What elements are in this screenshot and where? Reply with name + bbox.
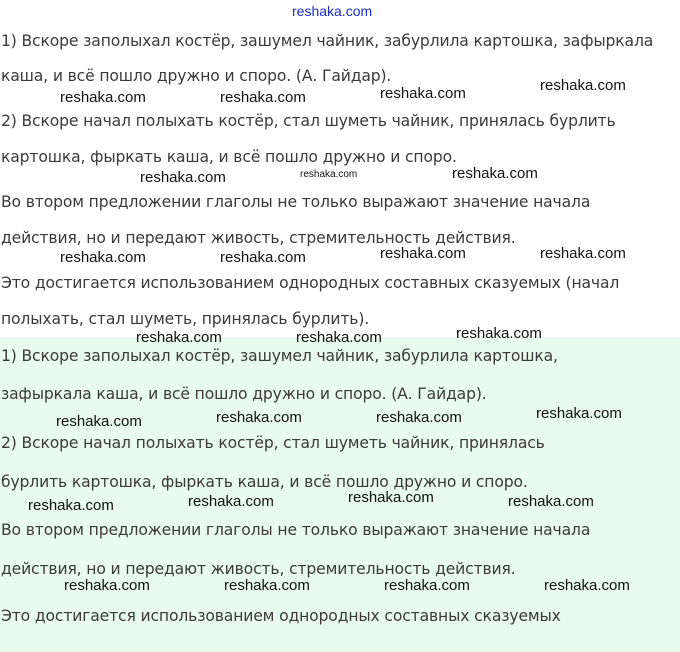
text-line: Во втором предложении глаголы не только выражают значение начала [1, 193, 591, 211]
watermark-text: reshaka.com [508, 493, 594, 510]
text-line: Это достигается использованием однородных составных сказуемых [1, 607, 561, 625]
watermark-text: reshaka.com [540, 245, 626, 262]
watermark-text: reshaka.com [380, 85, 466, 102]
watermark-text: reshaka.com [384, 577, 470, 594]
text-line: зафыркала каша, и всё пошло дружно и споро. (А. Гайдар). [1, 385, 487, 403]
watermark-text: reshaka.com [216, 409, 302, 426]
watermark-text: reshaka.com [28, 497, 114, 514]
watermark-text: reshaka.com [56, 413, 142, 430]
text-line: 1) Вскоре заполыхал костёр, зашумел чайник, забурлила картошка, [1, 347, 558, 365]
watermark-text: reshaka.com [64, 577, 150, 594]
text-line: 2) Вскоре начал полыхать костёр, стал шуметь чайник, принялась бурлить [1, 112, 616, 130]
watermark-text: reshaka.com [188, 493, 274, 510]
watermark-text: reshaka.com [292, 3, 373, 19]
text-line: 1) Вскоре заполыхал костёр, зашумел чайник, забурлила картошка, зафыркала [1, 32, 654, 50]
watermark-text: reshaka.com [140, 169, 226, 186]
watermark-text: reshaka.com [60, 89, 146, 106]
watermark-text: reshaka.com [456, 325, 542, 342]
text-line: Во втором предложении глаголы не только выражают значение начала [1, 521, 591, 539]
text-line: Это достигается использованием однородных составных сказуемых (начал [1, 274, 620, 292]
watermark-text: reshaka.com [540, 77, 626, 94]
watermark-text: reshaka.com [136, 329, 222, 346]
watermark-text: reshaka.com [220, 249, 306, 266]
watermark-text: reshaka.com [300, 169, 358, 180]
text-line: бурлить картошка, фыркать каша, и всё пошло дружно и споро. [1, 473, 528, 491]
watermark-text: reshaka.com [348, 489, 434, 506]
watermark-text: reshaka.com [380, 245, 466, 262]
watermark-text: reshaka.com [536, 405, 622, 422]
watermark-text: reshaka.com [296, 329, 382, 346]
watermark-text: reshaka.com [60, 249, 146, 266]
text-line: каша, и всё пошло дружно и споро. (А. Гайдар). [1, 67, 392, 85]
watermark-text: reshaka.com [452, 165, 538, 182]
watermark-text: reshaka.com [544, 577, 630, 594]
text-line: действия, но и передают живость, стремительность действия. [1, 229, 516, 247]
watermark-text: reshaka.com [224, 577, 310, 594]
watermark-text: reshaka.com [376, 409, 462, 426]
text-line: полыхать, стал шуметь, принялась бурлить). [1, 310, 370, 328]
watermark-text: reshaka.com [220, 89, 306, 106]
text-line: действия, но и передают живость, стремительность действия. [1, 560, 516, 578]
text-line: картошка, фыркать каша, и всё пошло дружно и споро. [1, 148, 457, 166]
text-line: 2) Вскоре начал полыхать костёр, стал шуметь чайник, принялась [1, 434, 545, 452]
